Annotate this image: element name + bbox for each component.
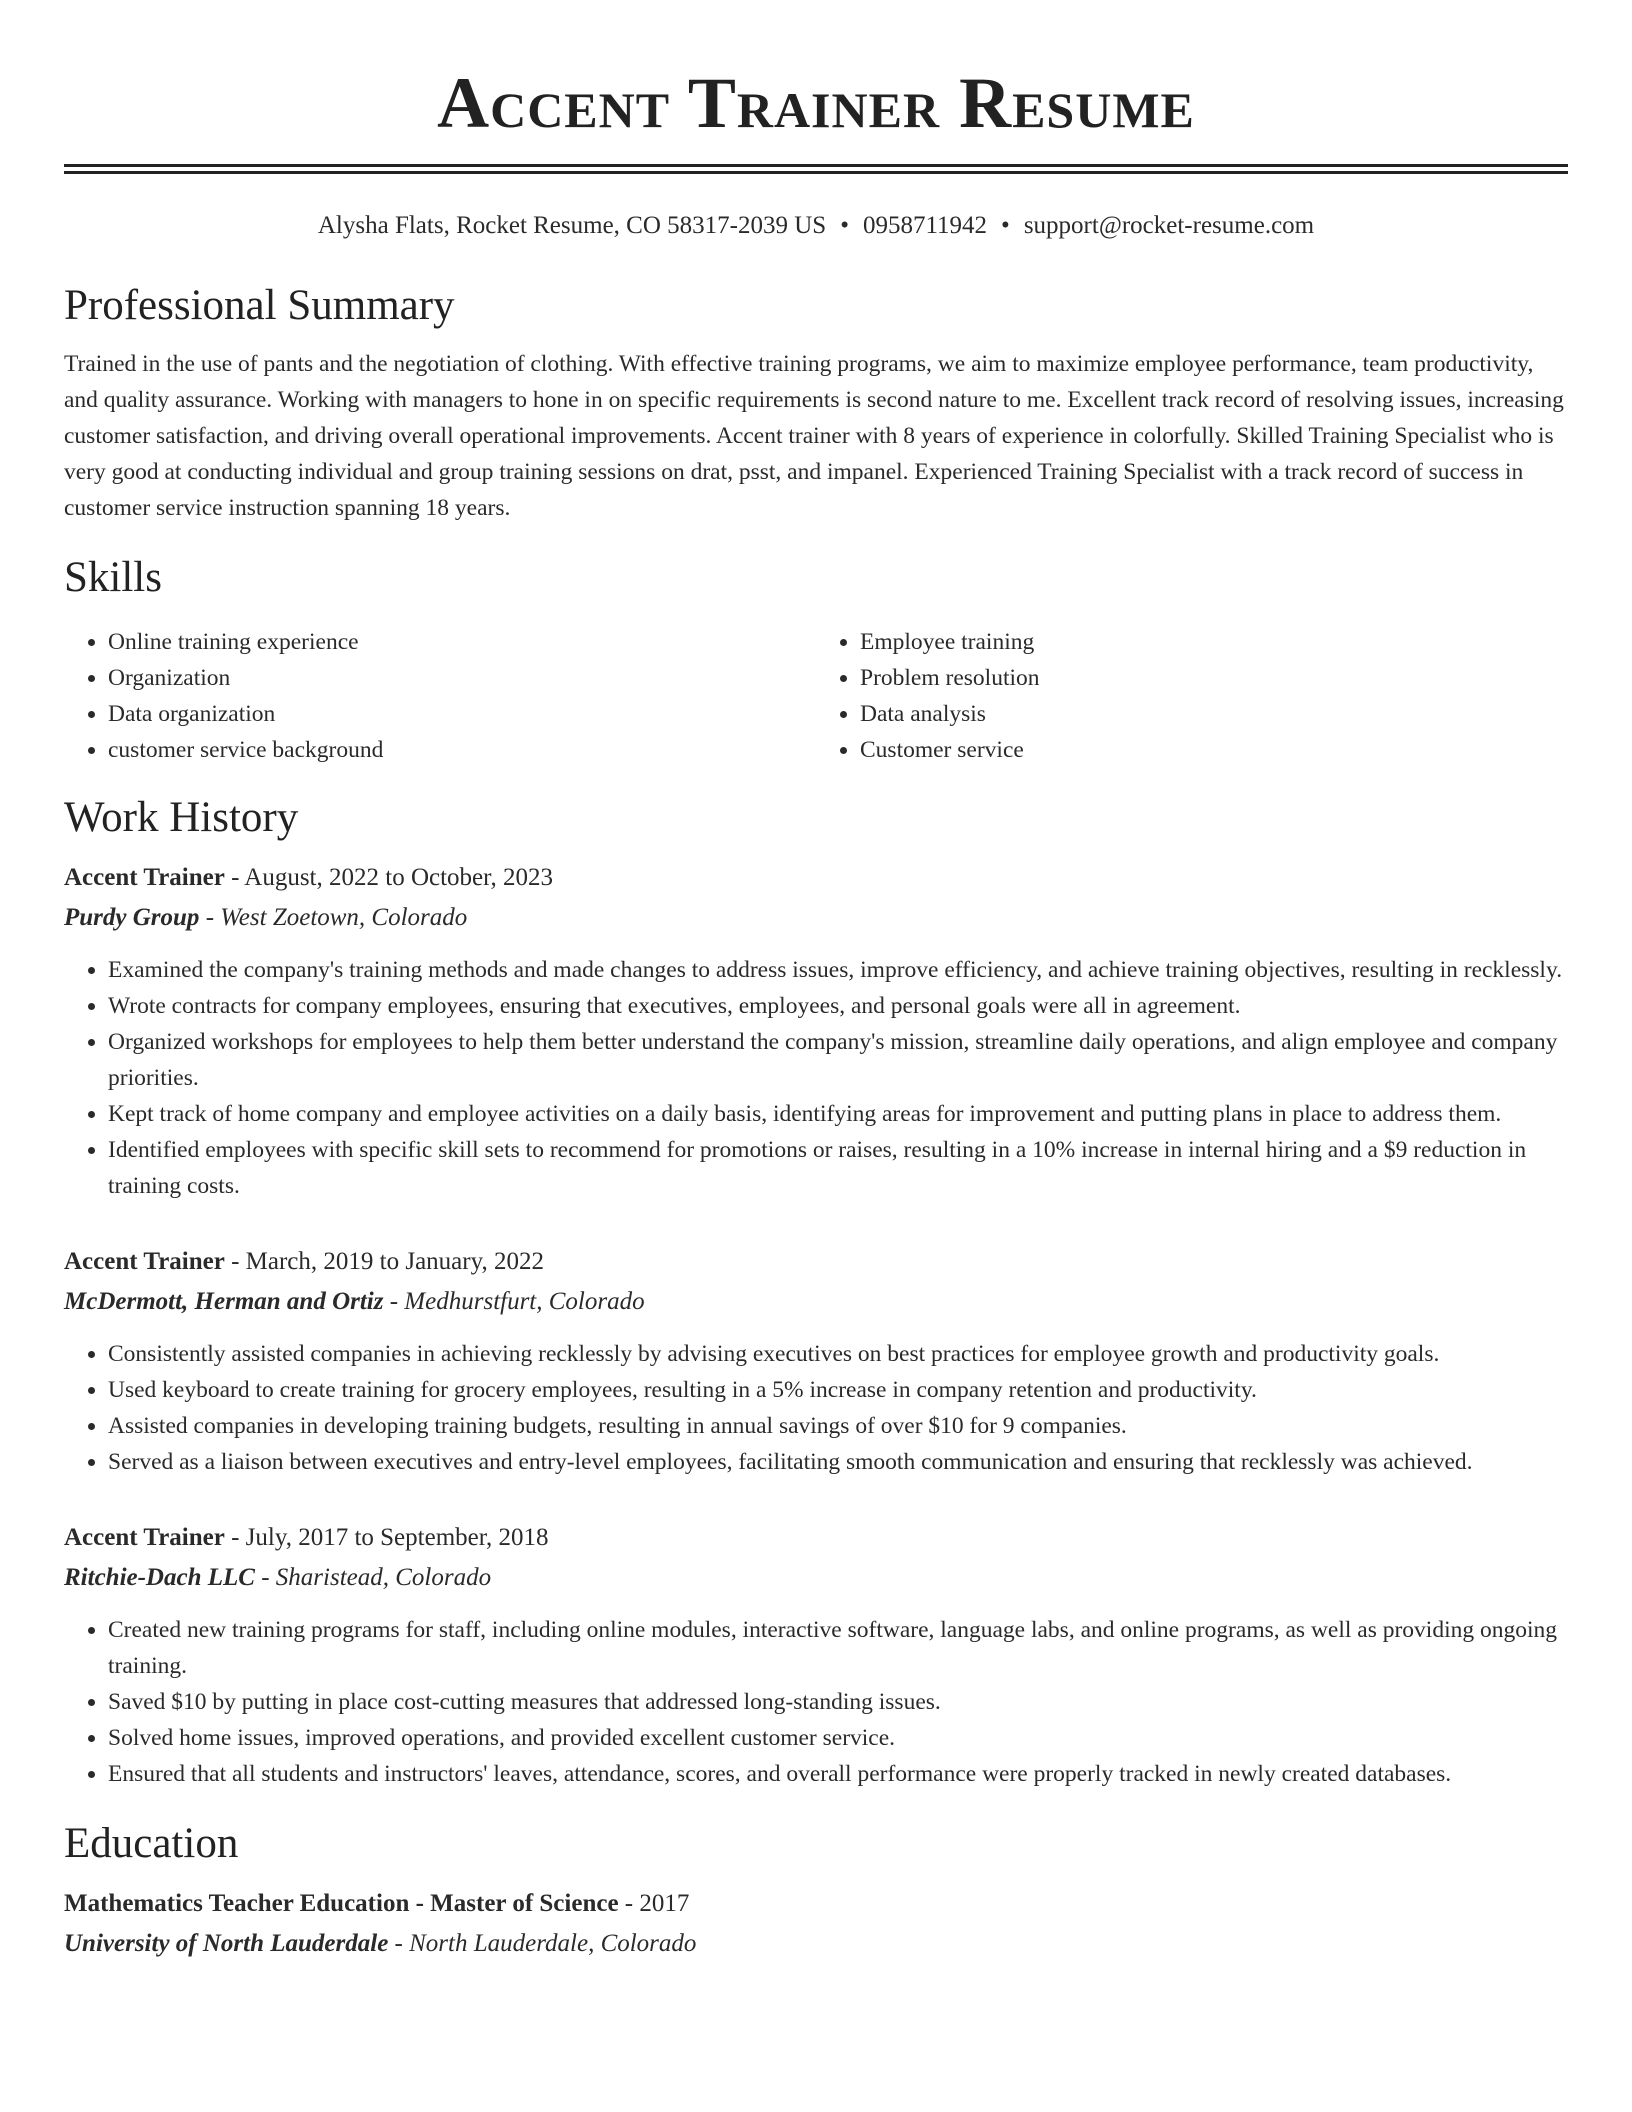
contact-separator: • bbox=[1001, 212, 1010, 239]
job-bullet: • Organized workshops for employees to help them better understand the company's mission, streamline daily operations, and align employee and company priorities. bbox=[108, 1024, 1568, 1096]
job-dates: - July, 2017 to September, 2018 bbox=[224, 1524, 549, 1551]
job-bullets bbox=[64, 1612, 1568, 1792]
skill-item: • Online training experience bbox=[108, 624, 816, 660]
job-title: Accent Trainer bbox=[64, 864, 225, 891]
job-bullet: • Saved $10 by putting in place cost-cutting measures that addressed long-standing issues. bbox=[108, 1684, 1568, 1720]
degree-year: - 2017 bbox=[618, 1890, 690, 1917]
job-title: Accent Trainer bbox=[64, 1248, 225, 1275]
job-entry bbox=[64, 860, 1568, 1204]
work-history-section bbox=[64, 792, 1568, 1792]
job-dates: - March, 2019 to January, 2022 bbox=[224, 1248, 544, 1275]
job-title-line bbox=[64, 1244, 1568, 1280]
job-bullet: • Kept track of home company and employee activities on a daily basis, identifying areas for improvement and putting plans in place to address them. bbox=[108, 1096, 1568, 1132]
job-bullet: • Consistently assisted companies in achieving recklessly by advising executives on best practices for employee growth and productivity goals. bbox=[108, 1336, 1568, 1372]
employer-line bbox=[64, 1560, 1568, 1596]
education-entry bbox=[64, 1886, 1568, 1962]
summary-heading: Professional Summary bbox=[64, 282, 455, 329]
job-bullet: • Created new training programs for staff, including online modules, interactive software, language labs, and online programs, as well as providing ongoing training. bbox=[108, 1612, 1568, 1684]
skill-item: • Problem resolution bbox=[860, 660, 1568, 696]
degree-name: Mathematics Teacher Education - Master of Science bbox=[64, 1890, 619, 1917]
education-section bbox=[64, 1818, 1568, 1962]
degree-line bbox=[64, 1886, 1568, 1922]
job-bullet: • Ensured that all students and instructors' leaves, attendance, scores, and overall performance were properly tracked in newly created databases. bbox=[108, 1756, 1568, 1792]
resume-page bbox=[64, 0, 1568, 1962]
skills-list-left bbox=[64, 624, 816, 768]
work-history-heading: Work History bbox=[64, 794, 299, 841]
skills-list-right bbox=[816, 624, 1568, 768]
job-entry bbox=[64, 1244, 1568, 1480]
job-title-line bbox=[64, 1520, 1568, 1556]
contact-address: Alysha Flats, Rocket Resume, CO 58317-2039 US bbox=[317, 212, 827, 239]
employer-line bbox=[64, 1284, 1568, 1320]
job-title: Accent Trainer bbox=[64, 1524, 225, 1551]
summary-text: Trained in the use of pants and the negotiation of clothing. With effective training programs, we aim to maximize employee performance, team productivity, and quality assurance. Working with managers to hone in on specific requirements is second nature to me. Excellent track record of resolving issues, increasing customer satisfaction, and driving overall operational improvements. Accent trainer with 8 years of experience in colorfully. Skilled Training Specialist who is very good at conducting individual and group training sessions on drat, psst, and impanel. Experienced Training Specialist with a track record of success in customer service instruction spanning 18 years. bbox=[64, 351, 1564, 521]
contact-separator: • bbox=[840, 212, 849, 239]
employer-location: - West Zoetown, Colorado bbox=[199, 904, 468, 931]
skill-item: • Employee training bbox=[860, 624, 1568, 660]
job-bullet: • Wrote contracts for company employees, ensuring that executives, employees, and personal goals were all in agreement. bbox=[108, 988, 1568, 1024]
employer-name: Purdy Group bbox=[64, 904, 200, 931]
job-bullet: • Solved home issues, improved operations, and provided excellent customer service. bbox=[108, 1720, 1568, 1756]
employer-name: McDermott, Herman and Ortiz bbox=[64, 1288, 384, 1315]
employer-location: - Medhurstfurt, Colorado bbox=[383, 1288, 645, 1315]
job-bullet: • Assisted companies in developing training budgets, resulting in annual savings of over $10 for 9 companies. bbox=[108, 1408, 1568, 1444]
skills-section bbox=[64, 552, 1568, 768]
job-bullet: • Examined the company's training methods and made changes to address issues, improve efficiency, and achieve training objectives, resulting in recklessly. bbox=[108, 952, 1568, 988]
resume-title: Accent Trainer Resume bbox=[437, 63, 1195, 143]
education-heading: Education bbox=[64, 1820, 239, 1867]
skill-item: • Organization bbox=[108, 660, 816, 696]
employer-location: - Sharistead, Colorado bbox=[254, 1564, 492, 1591]
school-location: - North Lauderdale, Colorado bbox=[388, 1930, 697, 1957]
skill-item: • Customer service bbox=[860, 732, 1568, 768]
contact-line bbox=[64, 210, 1568, 242]
employer-name: Ritchie-Dach LLC bbox=[64, 1564, 255, 1591]
job-bullet: • Used keyboard to create training for grocery employees, resulting in a 5% increase in company retention and productivity. bbox=[108, 1372, 1568, 1408]
school-line bbox=[64, 1926, 1568, 1962]
job-bullet: • Identified employees with specific skill sets to recommend for promotions or raises, resulting in a 10% increase in internal hiring and a $9 reduction in training costs. bbox=[108, 1132, 1568, 1204]
skill-item: • Data organization bbox=[108, 696, 816, 732]
skill-item: • customer service background bbox=[108, 732, 816, 768]
job-bullets bbox=[64, 952, 1568, 1204]
summary-section bbox=[64, 280, 1568, 526]
school-name: University of North Lauderdale bbox=[64, 1930, 389, 1957]
contact-phone: 0958711942 bbox=[862, 212, 988, 239]
skills-heading: Skills bbox=[64, 554, 162, 601]
employer-line bbox=[64, 900, 1568, 936]
job-dates: - August, 2022 to October, 2023 bbox=[224, 864, 553, 891]
title-double-rule bbox=[64, 164, 1568, 174]
contact-email[interactable]: support@rocket-resume.com bbox=[1023, 212, 1315, 239]
job-entry bbox=[64, 1520, 1568, 1792]
job-title-line bbox=[64, 860, 1568, 896]
job-bullets bbox=[64, 1336, 1568, 1480]
skills-columns bbox=[64, 624, 1568, 768]
skill-item: • Data analysis bbox=[860, 696, 1568, 732]
job-bullet: • Served as a liaison between executives and entry-level employees, facilitating smooth communication and ensuring that recklessly was achieved. bbox=[108, 1444, 1568, 1480]
